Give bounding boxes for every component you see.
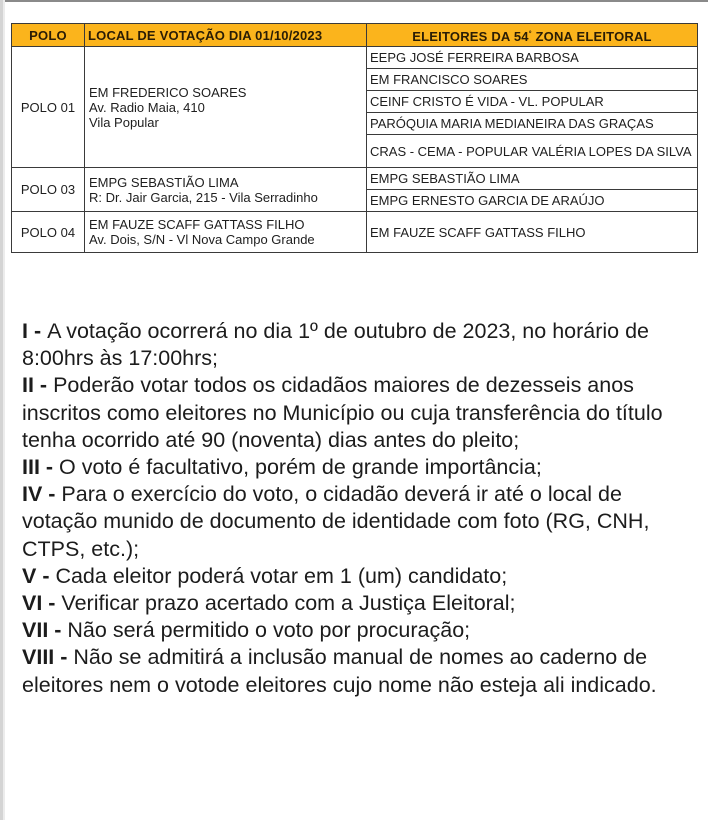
rule-item [22,617,702,644]
rule-number: V - [22,563,56,588]
header-local: LOCAL DE VOTAÇÃO DIA 01/10/2023 [85,24,367,47]
rule-text: Cada eleitor poderá votar em 1 (um) candidato; [55,563,508,588]
rule-number: IV - [22,482,62,507]
header-eleitores [367,24,698,47]
voter-cell: CEINF CRISTO É VIDA - VL. POPULAR [367,91,698,113]
rule-text: O voto é facultativo, porém de grande importância; [59,455,542,480]
local-cell [85,212,367,253]
rule-item [22,563,702,590]
polo-cell: POLO 01 [12,47,85,168]
local-cell [85,47,367,168]
local-address-line2: Vila Popular [89,114,159,130]
local-name: EM FREDERICO SOARES [89,84,247,100]
table-row [12,47,698,69]
rule-text: Não será permitido o voto por procuração; [67,618,471,643]
rule-number: I - [22,319,48,343]
header-eleitores-prefix: ELEITORES DA 54 [412,28,529,44]
rule-text: Poderão votar todos os cidadãos maiores de dezesseis anos inscritos como eleitores no Município ou cuja transferência do título tenha ocorrido até 90 (noventa) dias antes do pleito; [22,373,663,452]
table-row [12,212,698,253]
rule-item [22,644,702,698]
rule-number: VI - [22,591,62,616]
page-left-border-inner [3,0,5,820]
polo-cell: POLO 04 [12,212,85,253]
polling-places-table [11,23,698,253]
voter-cell: EM FRANCISCO SOARES [367,69,698,91]
rule-item [22,372,702,454]
voting-rules [22,318,702,699]
table-row [12,168,698,190]
local-name: EM FAUZE SCAFF GATTASS FILHO [89,217,305,232]
rule-number: III - [22,455,60,480]
local-address: Av. Dois, S/N - Vl Nova Campo Grande [89,232,315,247]
rule-item [22,454,702,481]
voter-cell: CRAS - CEMA - POPULAR VALÉRIA LOPES DA SILVA [367,135,698,168]
rule-number: VII - [22,618,68,643]
voter-cell: EM FAUZE SCAFF GATTASS FILHO [367,212,698,253]
rule-number: II - [22,373,54,398]
rule-item [22,590,702,617]
polo-cell: POLO 03 [12,168,85,212]
rule-number: VIII - [22,645,74,670]
local-cell [85,168,367,212]
voter-cell: EMPG SEBASTIÃO LIMA [367,168,698,190]
local-address: Av. Radio Maia, 410 [89,99,205,115]
header-polo: POLO [12,24,85,47]
page-top-border [0,0,708,2]
rule-text: A votação ocorrerá no dia 1º de outubro de 2023, no horário de 8:00hrs às 17:00hrs; [22,319,650,371]
rule-item [22,318,702,372]
rule-text: Verificar prazo acertado com a Justiça Eleitoral; [61,591,516,616]
voter-cell: EEPG JOSÉ FERREIRA BARBOSA [367,47,698,69]
local-address: R: Dr. Jair Garcia, 215 - Vila Serradinho [89,189,318,205]
local-name: EMPG SEBASTIÃO LIMA [89,174,239,190]
rule-text: Não se admitirá a inclusão manual de nomes ao caderno de eleitores nem o votode eleitores cujo nome não esteja ali indicado. [22,645,657,697]
rule-item [22,481,702,563]
degree-sign: ° [528,30,532,38]
voter-cell: PARÓQUIA MARIA MEDIANEIRA DAS GRAÇAS [367,113,698,135]
voter-cell: EMPG ERNESTO GARCIA DE ARAÚJO [367,190,698,212]
rule-text: Para o exercício do voto, o cidadão deverá ir até o local de votação munido de documento de identidade com foto (RG, CNH, CTPS, etc.); [22,482,650,561]
header-eleitores-suffix: ZONA ELEITORAL [531,28,652,44]
table-header-row [12,24,698,47]
